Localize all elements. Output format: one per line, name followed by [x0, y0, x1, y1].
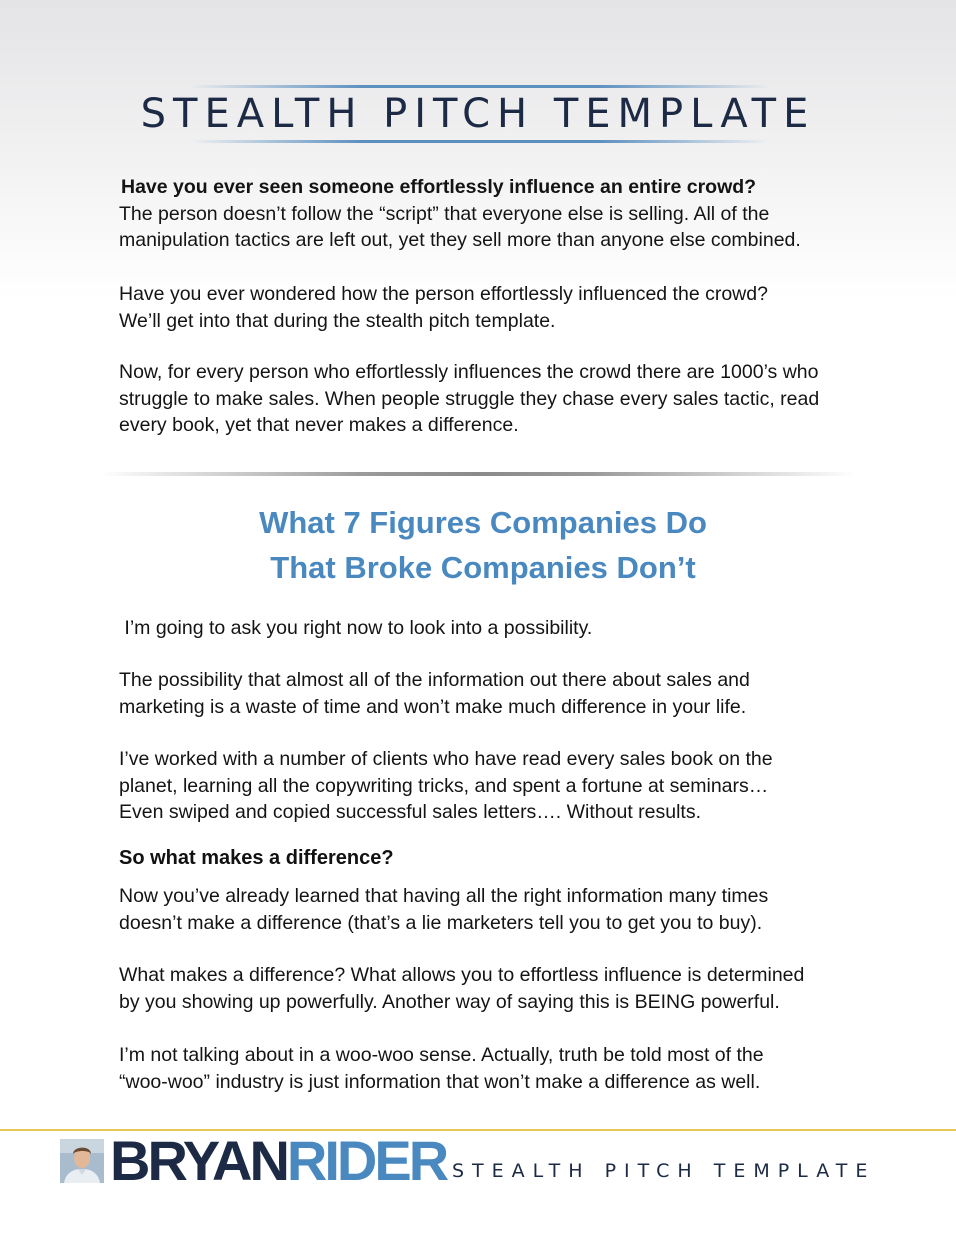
body-paragraph-line: What makes a difference? What allows you to effortless influence is determined: [119, 964, 805, 986]
intro-block: [119, 174, 879, 254]
brand-first-name: BRYAN: [110, 1129, 287, 1192]
body-paragraph-line: by you showing up powerfully. Another way of saying this is BEING powerful.: [119, 990, 780, 1013]
intro-paragraph-line: We’ll get into that during the stealth pitch template.: [119, 309, 556, 332]
body-paragraph-line: I’m going to ask you right now to look into a possibility.: [119, 617, 593, 639]
section-paragraph-1: [119, 615, 879, 642]
intro-paragraph-line: every book, yet that never makes a difference.: [119, 414, 519, 436]
title-bottom-rule: [190, 140, 770, 143]
subheading: So what makes a difference?: [119, 847, 394, 869]
intro-paragraph-line: manipulation tactics are left out, yet they sell more than anyone else combined.: [119, 229, 801, 251]
body-paragraph-line: “woo-woo” industry is just information that won’t make a difference as well.: [119, 1070, 761, 1093]
body-paragraph-line: Even swiped and copied successful sales letters…. Without results.: [119, 801, 702, 823]
body-paragraph-line: marketing is a waste of time and won’t make much difference in your life.: [119, 695, 747, 718]
brand-last-name: RIDER: [286, 1129, 447, 1192]
body-paragraph-line: doesn’t make a difference (that’s a lie marketers tell you to get you to buy).: [119, 911, 763, 934]
body-paragraph-line: I’ve worked with a number of clients who have read every sales book on the: [119, 748, 773, 770]
section-paragraph-4: [119, 883, 879, 936]
section-paragraph-5: [119, 962, 879, 1015]
section-heading-line: What 7 Figures Companies Do: [259, 505, 707, 540]
section-heading-line: That Broke Companies Don’t: [270, 550, 696, 585]
intro-paragraph-2: [119, 281, 879, 334]
section-divider: [100, 472, 856, 476]
body-paragraph-line: planet, learning all the copywriting tricks, and spent a fortune at seminars…: [119, 774, 769, 797]
person-photo-icon: [60, 1139, 104, 1183]
brand-logo: [110, 1131, 446, 1191]
section-paragraph-2: [119, 667, 879, 720]
intro-paragraph-line: Have you ever wondered how the person effortlessly influenced the crowd?: [119, 283, 768, 305]
intro-paragraph-3: [119, 359, 879, 439]
footer-title: STEALTH PITCH TEMPLATE: [452, 1160, 876, 1182]
intro-paragraph-line: Now, for every person who effortlessly influences the crowd there are 1000’s who: [119, 361, 819, 383]
section-heading: [0, 500, 956, 590]
body-paragraph-line: Now you’ve already learned that having all the right information many times: [119, 885, 769, 907]
author-avatar: [60, 1139, 104, 1183]
body-paragraph-line: I’m not talking about in a woo-woo sense. Actually, truth be told most of the: [119, 1044, 764, 1066]
section-paragraph-6: [119, 1042, 879, 1095]
section-paragraph-3: [119, 746, 879, 826]
intro-question: Have you ever seen someone effortlessly influence an entire crowd?: [121, 176, 757, 198]
page-title: STEALTH PITCH TEMPLATE: [140, 91, 816, 137]
intro-paragraph-line: struggle to make sales. When people struggle they chase every sales tactic, read: [119, 387, 820, 410]
intro-paragraph-line: The person doesn’t follow the “script” that everyone else is selling. All of the: [119, 202, 770, 225]
body-paragraph-line: The possibility that almost all of the information out there about sales and: [119, 669, 750, 691]
